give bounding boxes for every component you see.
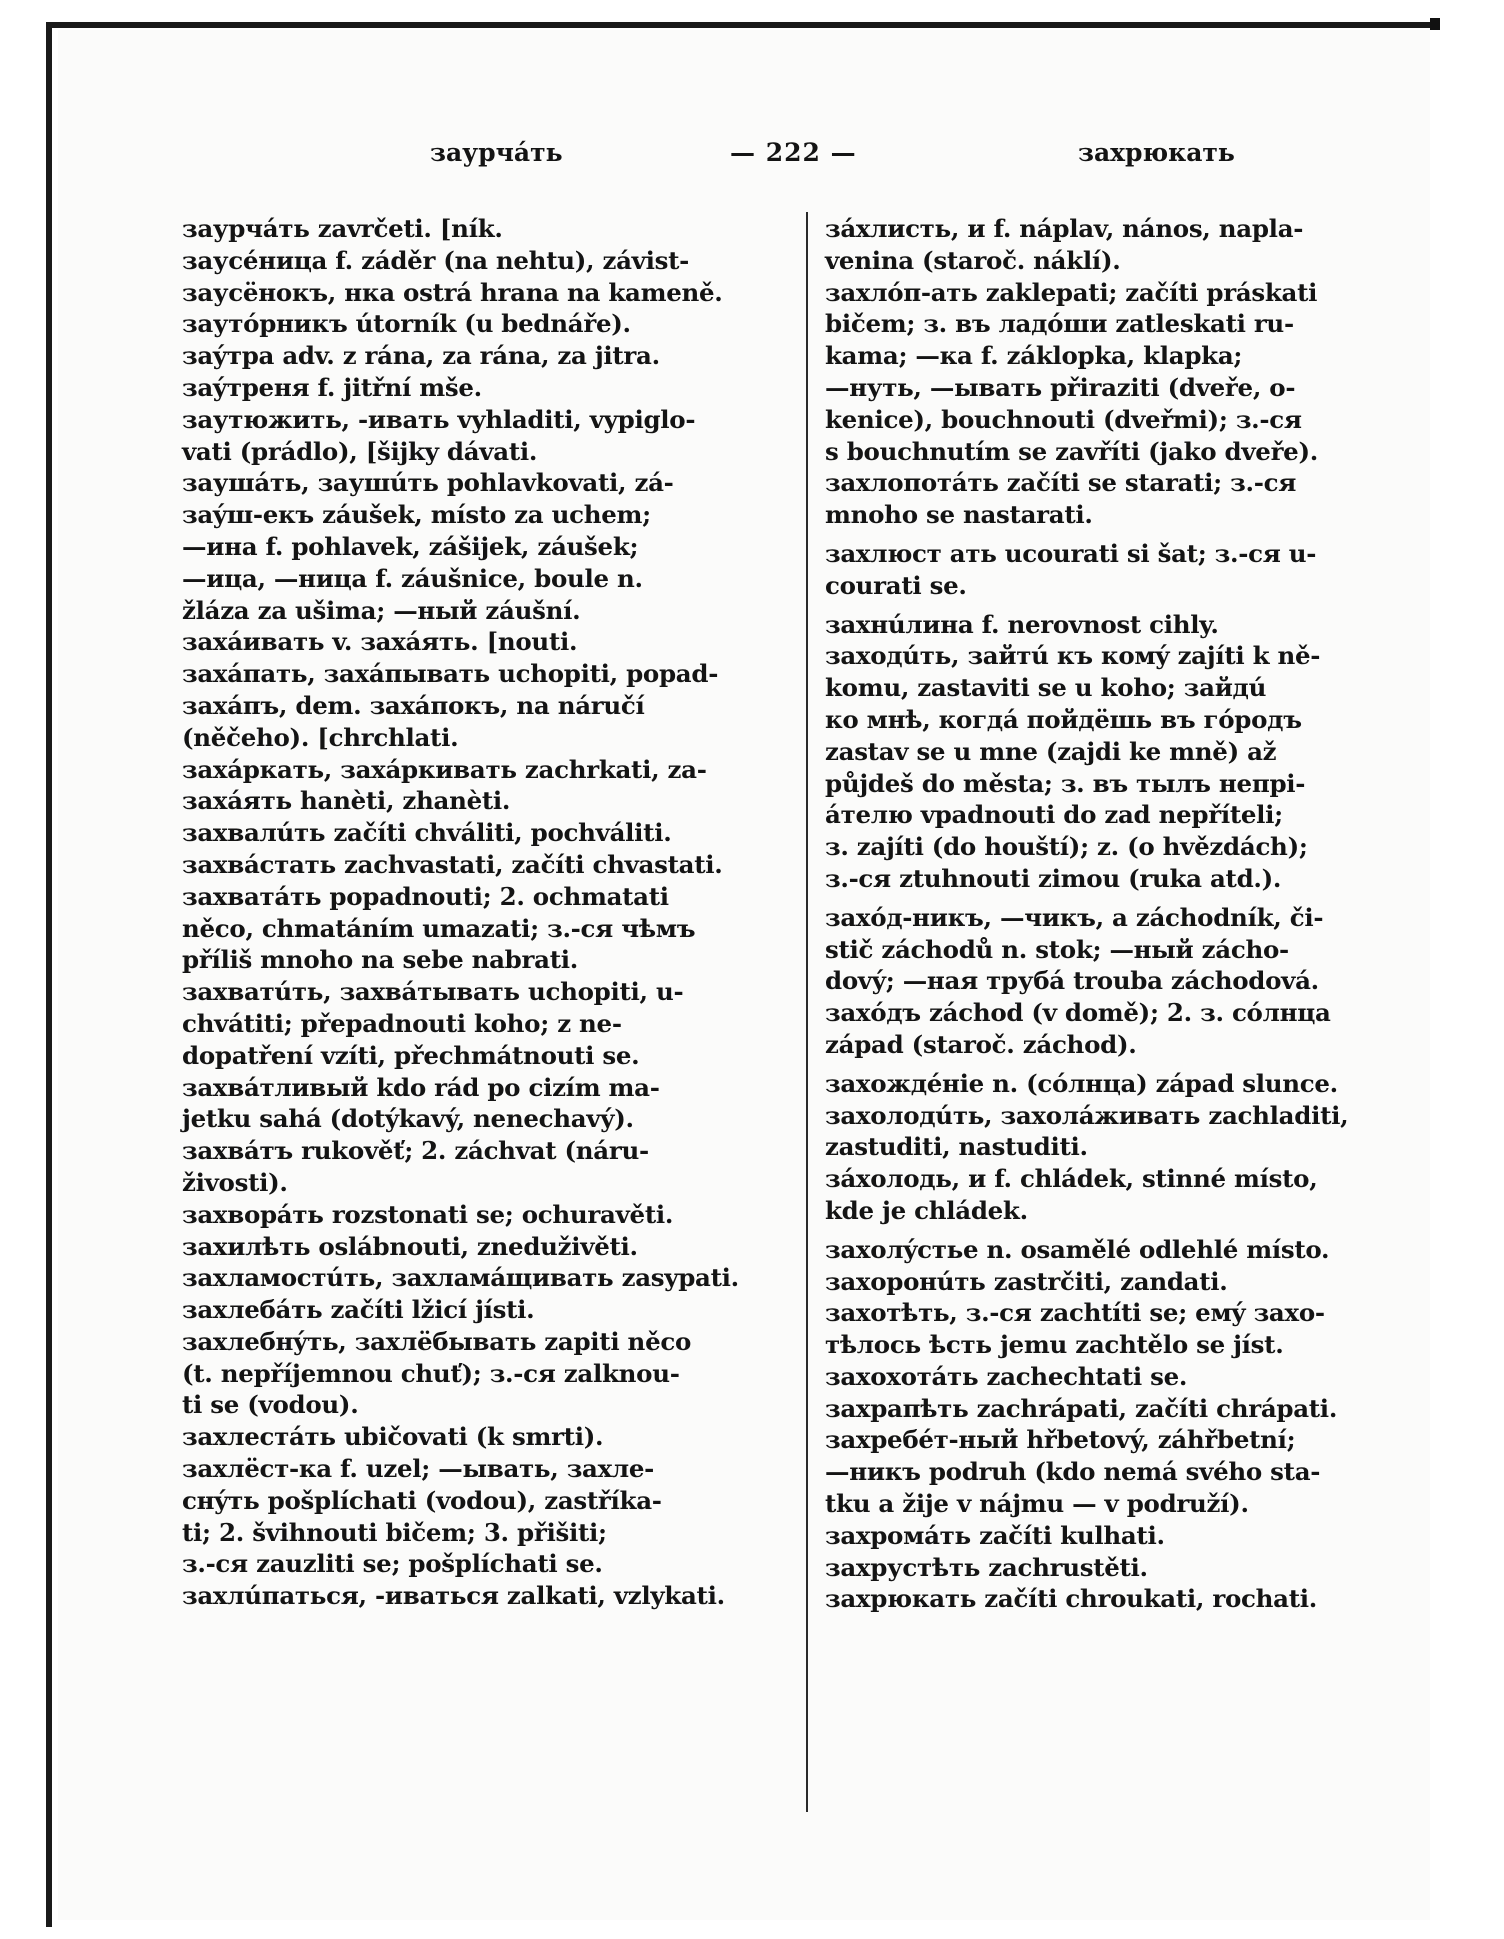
entry-line: vati (prádlo), [šijky dávati. xyxy=(182,436,538,466)
entry-line: courati se. xyxy=(825,570,967,600)
column-divider xyxy=(806,212,808,1812)
left-column xyxy=(182,213,772,1612)
entry-line: з.-ся ztuhnouti zimou (ruka atd.). xyxy=(825,863,1282,893)
entry-line: заýш-екъ záušek, místo za uchem; xyxy=(182,500,651,530)
entry-line: —нуть, —ывать přiraziti (dveře, o- xyxy=(825,372,1296,402)
entry-line: захáять hanèti, zhanèti. xyxy=(182,786,511,816)
entry-line: заýтреня f. jitřní mše. xyxy=(182,372,482,402)
entry-line: заусéница f. záděr (na nehtu), závist- xyxy=(182,245,689,275)
entry-line: захлестáть ubičovati (k smrti). xyxy=(182,1422,604,1452)
entry-line: захлёст-ка f. uzel; —ывать, захле- xyxy=(182,1454,655,1484)
entry-line: dový; —ная трубá trouba záchodová. xyxy=(825,966,1319,996)
entry-line: kama; —ка f. záklopka, klapka; xyxy=(825,341,1243,371)
entry-line: stič záchodů n. stok; —ный zácho- xyxy=(825,934,1289,964)
entry-line: zastuditi, nastuditi. xyxy=(825,1132,1088,1162)
running-head xyxy=(0,138,1504,178)
entry-line: заходúть, зайтú къ комý zajíti k ně- xyxy=(825,641,1321,671)
entry-line: заутюжить, -ивать vyhladiti, vypiglo- xyxy=(182,404,696,434)
entry-line: tku a žije v nájmu — v podruží). xyxy=(825,1489,1249,1519)
entry-line: заýтра adv. z rána, za rána, za jitra. xyxy=(182,341,660,371)
right-column xyxy=(825,213,1425,1615)
entry-line: захохотáть zachechtati se. xyxy=(825,1361,1188,1391)
entry-line: (t. nepříjemnou chuť); з.-ся zalknou- xyxy=(182,1358,680,1388)
entry-line: —ица, —ница f. záušnice, boule n. xyxy=(182,563,643,593)
entry-line: žláza za ušima; —ный záušní. xyxy=(182,595,581,625)
entry-line: тѣлось ѣсть jemu zachtělo se jíst. xyxy=(825,1330,1284,1360)
entry-line: захвáтъ rukověť; 2. záchvat (náru- xyxy=(182,1136,649,1166)
entry-line: з. zajíti (do houští); z. (o hvězdách); xyxy=(825,832,1308,862)
entry-line: захвáтливый kdo rád po cizím ma- xyxy=(182,1072,660,1102)
entry-line: захватáть popadnouti; 2. ochmatati xyxy=(182,881,669,911)
entry-line: (něčeho). [chrchlati. xyxy=(182,722,459,752)
entry-line: bičem; з. въ ладóши zatleskati ru- xyxy=(825,309,1294,339)
entry-line: —никъ podruh (kdo nemá svého sta- xyxy=(825,1457,1321,1487)
entry-line: захáивать v. захáять. [nouti. xyxy=(182,627,578,657)
entry-line: kde je chládek. xyxy=(825,1195,1028,1225)
entry-line: заурчáть zavrčeti. [ník. xyxy=(182,214,503,243)
entry-line: захлебáть začíti lžicí jísti. xyxy=(182,1295,535,1325)
entry-line: заушáть, заушúть pohlavkovati, zá- xyxy=(182,468,674,498)
entry-line: chvátiti; přepadnouti koho; z ne- xyxy=(182,1008,622,1038)
entry-line: захолодúть, захолáживать zachladiti, xyxy=(825,1100,1349,1130)
entry-line: захламостúть, захламáщивать zasypati. xyxy=(182,1263,739,1293)
entry-line: захотѣть, з.-ся zachtíti se; емý захо- xyxy=(825,1298,1325,1328)
entry-line: захватúть, захвáтывать uchopiti, u- xyxy=(182,977,684,1007)
entry-line: něco, chmatáním umazati; з.-ся чѣмъ xyxy=(182,913,696,943)
entry-line: —ина f. pohlavek, zášijek, záušek; xyxy=(182,531,639,561)
page-corner-mark xyxy=(1430,18,1440,30)
entry-line: захáпъ, dem. захáпокъ, na náručí xyxy=(182,690,645,720)
entry-line: захолýстье n. osamělé odlehlé místo. xyxy=(825,1234,1330,1264)
entry-line: mnoho se nastarati. xyxy=(825,500,1093,530)
entry-line: ко мнѣ, когдá пойдёшь въ гóродъ xyxy=(825,704,1302,734)
entry-line: jetku sahá (dotýkavý, nenechavý). xyxy=(182,1104,634,1134)
entry-line: захóд-никъ, —чикъ, a záchodník, či- xyxy=(825,902,1324,932)
entry-line: захáркать, захáркивать zachrkati, za- xyxy=(182,754,707,784)
entry-line: захрюкать začíti chroukati, rochati. xyxy=(825,1584,1317,1614)
entry-line: захóдъ záchod (v domě); 2. з. сóлнца xyxy=(825,998,1331,1028)
entry-line: захоронúть zastrčiti, zandati. xyxy=(825,1266,1228,1296)
entry-line: захворáть rozstonati se; ochuravěti. xyxy=(182,1199,674,1229)
entry-line: захребéт-ный hřbetový, záhřbetní; xyxy=(825,1425,1296,1455)
entry-line: áтелю vpadnouti do zad nepříteli; xyxy=(825,800,1283,830)
entry-line: з.-ся zauzliti se; pošplíchati se. xyxy=(182,1549,603,1579)
entry-line: захвалúть začíti chváliti, pochváliti. xyxy=(182,818,672,848)
entry-line: komu, zastaviti se u koho; зайдú xyxy=(825,673,1267,703)
entry-line: dopatření vzíti, přechmátnouti se. xyxy=(182,1040,640,1070)
entry-line: зáхолодь, и f. chládek, stinné místo, xyxy=(825,1164,1318,1194)
entry-line: захнúлина f. nerovnost cihly. xyxy=(825,609,1219,639)
entry-line: захвáстать zachvastati, začíti chvastati. xyxy=(182,849,723,879)
entry-line: захáпать, захáпывать uchopiti, popad- xyxy=(182,659,719,689)
entry-line: захлóп-ать zaklepati; začíti práskati xyxy=(825,277,1318,307)
entry-line: kenice), bouchnouti (dveřmi); з.-ся xyxy=(825,404,1302,434)
right-guide-word: захрюкать xyxy=(1078,138,1235,167)
entry-line: živosti). xyxy=(182,1167,288,1197)
entry-line: захлебнýть, захлёбывать zapiti něco xyxy=(182,1326,692,1356)
entry-line: ti; 2. švihnouti bičem; 3. přišiti; xyxy=(182,1517,607,1547)
entry-line: снýть pošplíchati (vodou), zastříka- xyxy=(182,1485,662,1515)
entry-line: zastav se u mne (zajdi ke mně) až xyxy=(825,736,1277,766)
entry-line: захрустѣть zachrustěti. xyxy=(825,1552,1148,1582)
entry-line: захождéніе n. (сóлнца) západ slunce. xyxy=(825,1068,1338,1098)
entry-line: зáхлисть, и f. náplav, nános, napla- xyxy=(825,214,1304,243)
entry-line: заутóрникъ útorník (u bednáře). xyxy=(182,309,631,339)
entry-line: захилѣть oslábnouti, zneduživěti. xyxy=(182,1231,638,1261)
entry-line: захрапѣть zachrápati, začíti chrápati. xyxy=(825,1393,1338,1423)
page-number: — 222 — xyxy=(730,138,857,167)
entry-line: ti se (vodou). xyxy=(182,1390,359,1420)
entry-line: захромáть začíti kulhati. xyxy=(825,1520,1165,1550)
entry-line: заусёнокъ, нка ostrá hrana na kameně. xyxy=(182,277,723,307)
entry-line: захлúпаться, -иваться zalkati, vzlykati. xyxy=(182,1581,725,1611)
entry-line: příliš mnoho na sebe nabrati. xyxy=(182,945,578,975)
entry-line: půjdeš do města; з. въ тылъ непрі- xyxy=(825,768,1306,798)
entry-line: venina (staroč. náklí). xyxy=(825,245,1121,275)
entry-line: s bouchnutím se zavříti (jako dveře). xyxy=(825,436,1318,466)
left-guide-word: заурчáть xyxy=(430,138,563,167)
page-left-edge xyxy=(46,22,52,1927)
entry-line: západ (staroč. záchod). xyxy=(825,1029,1137,1059)
page-top-edge xyxy=(50,22,1430,28)
entry-line: захлюст ать ucourati si šat; з.-ся u- xyxy=(825,538,1317,568)
entry-line: захлопотáть začíti se starati; з.-ся xyxy=(825,468,1296,498)
